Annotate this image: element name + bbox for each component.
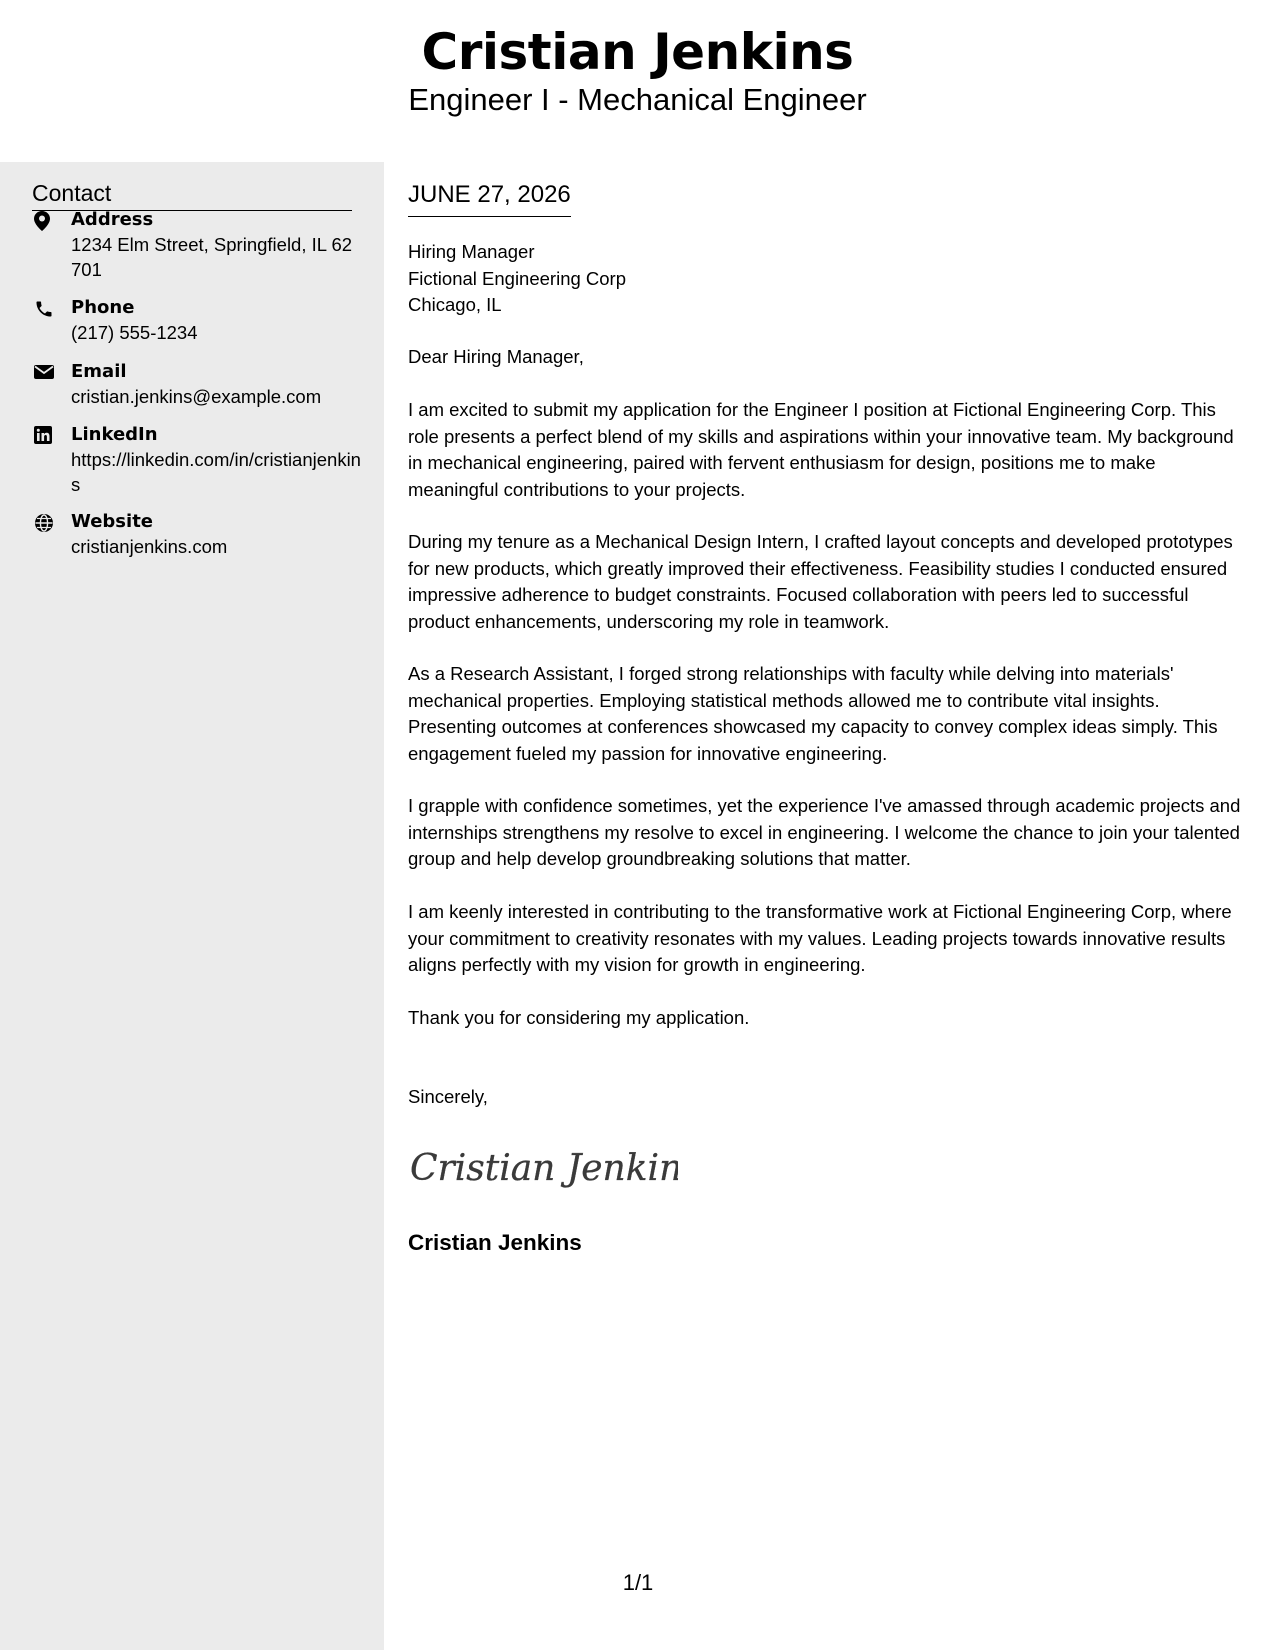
salutation: Dear Hiring Manager, [408, 346, 584, 367]
linkedin-value[interactable]: https://linkedin.com/in/cristianjenkins [71, 449, 361, 495]
letter-date: JUNE 27, 2026 [408, 178, 571, 217]
address-label: Address [71, 209, 154, 230]
contact-heading: Contact [32, 176, 352, 211]
signer-name: Cristian Jenkins [408, 1230, 582, 1255]
handwritten-signature [408, 1140, 678, 1201]
sign-off: Sincerely, [408, 1086, 488, 1107]
recipient-name: Hiring Manager [408, 241, 535, 262]
body-paragraph: I am keenly interested in contributing to the transformative work at Fictional Engineering Corp, where your commitment to creativity resonates with my values. Leading projects towards innovative results aligns perfectly with my vision for growth in engineering. [408, 901, 1232, 975]
phone-value: (217) 555-1234 [71, 322, 198, 343]
page-header [0, 0, 1275, 162]
candidate-name: Cristian Jenkins [421, 23, 854, 81]
contact-sidebar [0, 162, 384, 1650]
map-pin-icon [34, 211, 54, 231]
candidate-title: Engineer I - Mechanical Engineer [408, 82, 867, 117]
envelope-icon [34, 363, 54, 383]
body-paragraph: During my tenure as a Mechanical Design Intern, I crafted layout concepts and developed prototypes for new products, which greatly improved their effectiveness. Feasibility studies I conducted ensured impressive adherence to budget constraints. Focused collaboration with peers led to successful product enhancements, underscoring my role in teamwork. [408, 531, 1233, 632]
svg-text:Cristian Jenkins: Cristian Jenkins [410, 1148, 678, 1189]
linkedin-label: LinkedIn [71, 424, 158, 445]
address-value: 1234 Elm Street, Springfield, IL 62701 [71, 234, 353, 280]
page-number: 1/1 [622, 1570, 654, 1595]
email-value: cristian.jenkins@example.com [71, 386, 322, 407]
globe-icon [34, 513, 54, 533]
body-paragraph: As a Research Assistant, I forged strong relationships with faculty while delving into materials' mechanical properties. Employing statistical methods allowed me to contribute vital insights. Presenting outcomes at conferences showcased my capacity to convey complex ideas simply. This engagement fueled my passion for innovative engineering. [408, 663, 1218, 764]
linkedin-icon [34, 426, 54, 446]
website-value[interactable]: cristianjenkins.com [71, 536, 228, 557]
recipient-company: Fictional Engineering Corp [408, 267, 627, 289]
email-label: Email [71, 361, 127, 382]
recipient-block [408, 239, 626, 319]
phone-label: Phone [71, 297, 135, 318]
phone-icon [34, 299, 54, 319]
recipient-location: Chicago, IL [408, 294, 502, 315]
closing-thanks: Thank you for considering my application. [408, 1007, 750, 1028]
website-label: Website [71, 511, 154, 532]
body-paragraph: I am excited to submit my application for the Engineer I position at Fictional Engineering Corp. This role presents a perfect blend of my skills and aspirations within your innovative team. My background in mechanical engineering, paired with fervent enthusiasm for design, positions me to make meaningful contributions to your projects. [408, 399, 1234, 500]
body-paragraph: I grapple with confidence sometimes, yet the experience I've amassed through academic projects and internships strengthens my resolve to excel in engineering. I welcome the chance to join your talented group and help develop groundbreaking solutions that matter. [408, 795, 1241, 869]
